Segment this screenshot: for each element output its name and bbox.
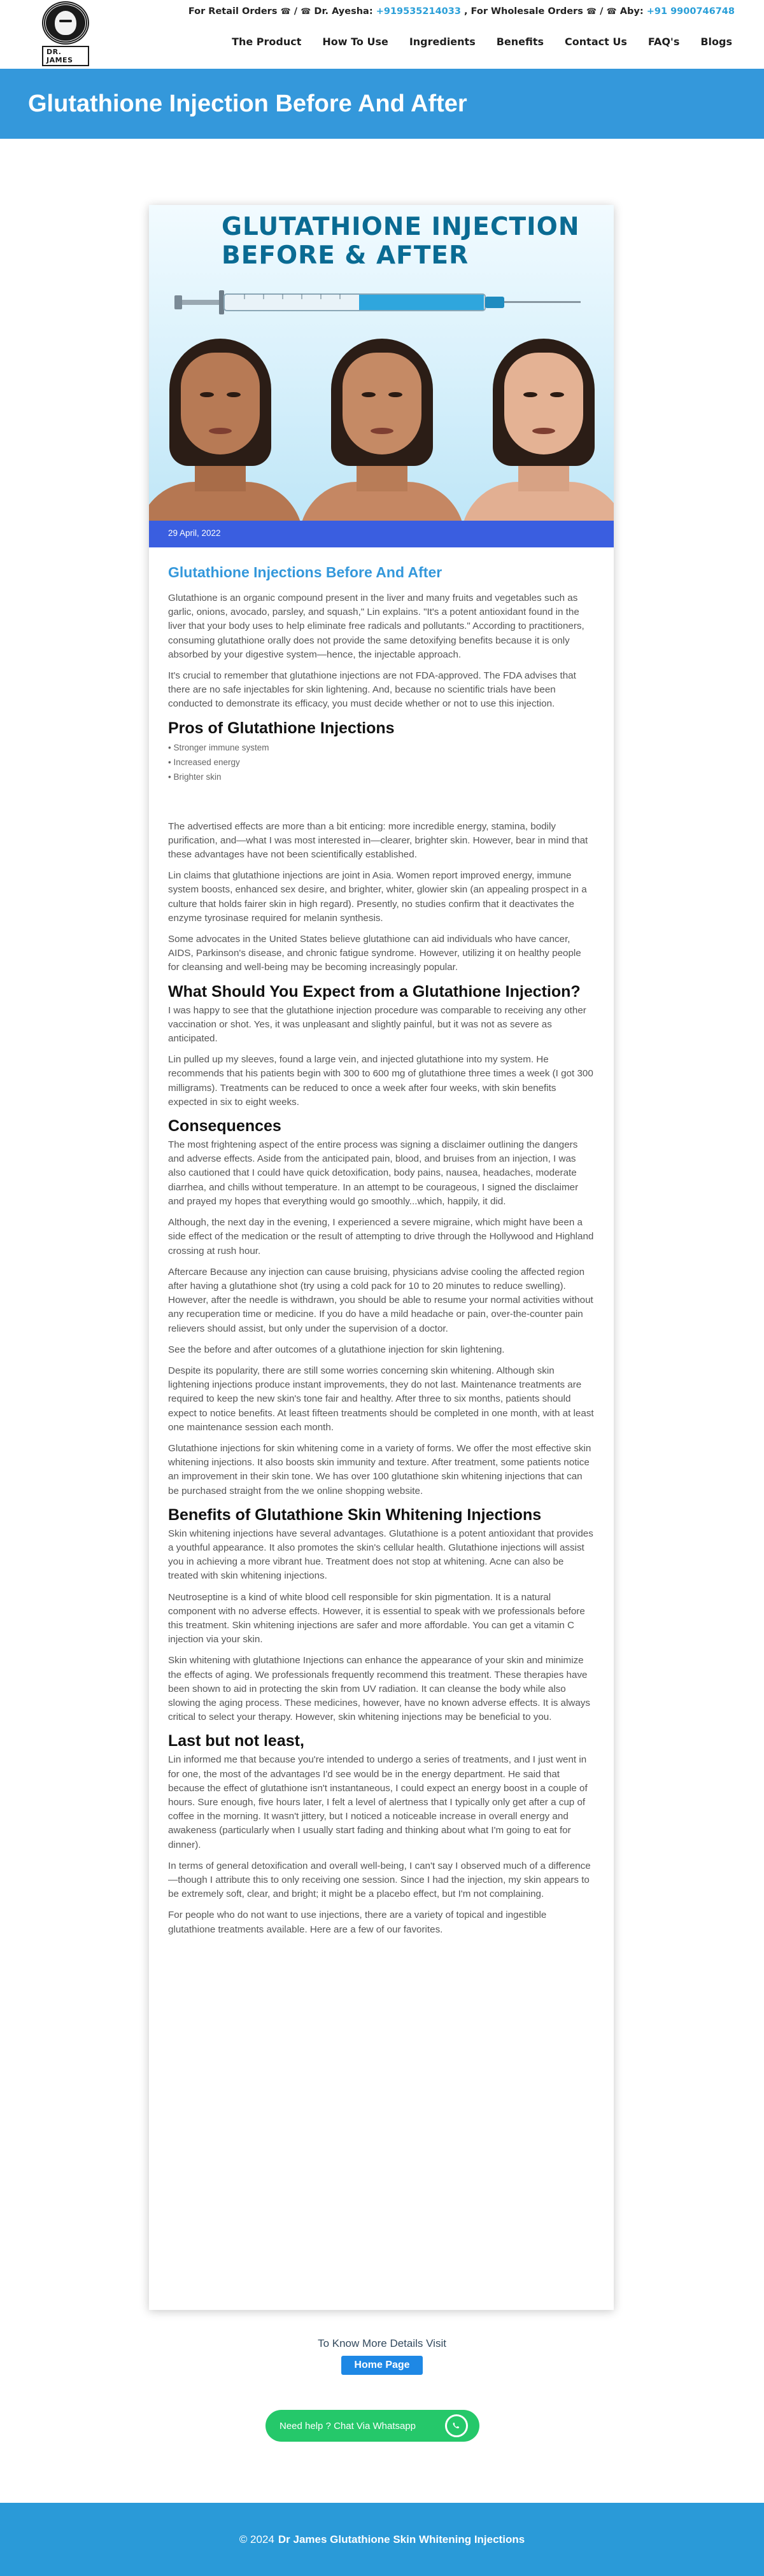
paragraph: I was happy to see that the glutathione injection procedure was comparable to receiving any other vaccination or shot. Yes, it was unpleasant and slightly painful, but it was not as severe as anticipated. (168, 1004, 586, 1045)
section-heading-last: Last but not least, (168, 1732, 304, 1750)
article-body (149, 547, 614, 1937)
hero-title (222, 213, 579, 270)
mid-face-image (325, 339, 439, 521)
pros-list (168, 740, 595, 784)
logo-portrait-icon (55, 11, 76, 35)
paragraph: Skin whitening injections have several advantages. Glutathione is a potent antioxidant that provides a youthful appearance. It also promotes the skin's cellular health. Glutathione injections will assist you in achieving a more vibrant hue. Treatment does not stop at whitening. Acne can also be treated with skin whitening injections. (168, 1528, 593, 1582)
section-heading-consequences: Consequences (168, 1117, 281, 1136)
syringe-icon (174, 286, 582, 318)
contact-separator: / (294, 6, 298, 17)
nav-item-blogs[interactable]: Blogs (700, 36, 732, 48)
before-face-image (163, 339, 278, 521)
list-item: • Increased energy (168, 757, 240, 767)
section-heading-expect: What Should You Expect from a Glutathione Injection? (168, 982, 581, 1001)
paragraph: In terms of general detoxification and overall well-being, I can't say I observed much of a difference—though I attribute this to only receiving one session. Since I had the injection, my skin appears to be extremely soft, clear, and bright; it might be a placebo effect, but I'm not complaining. (168, 1860, 591, 1900)
whatsapp-small-icon: ☎ (301, 7, 311, 17)
whatsapp-chat-button[interactable] (265, 2410, 479, 2442)
whatsapp-small-icon: ☎ (586, 7, 597, 17)
section-heading-benefits: Benefits of Glutathione Skin Whitening Injections (168, 1505, 542, 1524)
contact-bar (188, 6, 735, 17)
footer-copyright: © 2024 (239, 2533, 274, 2545)
paragraph: The most frightening aspect of the entire process was signing a disclaimer outlining the dangers and adverse effects. Aside from the anticipated pain, blood, and bruises from an injection, I was also cautioned that I could have quick detoxification, body pains, nausea, headaches, moderate diarrhea, and chills without temperature. In an attempt to be courageous, I signed the disclaimer and prayed my hopes that everything would go smoothly...which, happily, it did. (168, 1139, 579, 1207)
whatsapp-small-icon: ☎ (606, 7, 617, 17)
paragraph: Neutroseptine is a kind of white blood cell responsible for skin pigmentation. It is a natural component with no adverse effects. However, it is essential to speak with we professionals before this treatment. Skin whitening injections are safer and more affordable. You can get a vitamin C injection via your skin. (168, 1591, 585, 1645)
contact-separator: / (600, 6, 604, 17)
paragraph: Lin pulled up my sleeves, found a large vein, and injected glutathione into my system. He recommends that his patients begin with 300 to 600 mg of glutathione three times a week (I got 300 milligrams). Treatments can be reduced to once a week after four weeks, with skin benefits expected in six to eight weeks. (168, 1054, 593, 1108)
logo-text: DR. JAMES (42, 46, 89, 66)
logo[interactable] (42, 3, 89, 66)
paragraph: Glutathione injections for skin whitening come in a variety of forms. We offer the most effective skin whitening injections. It also boosts skin immunity and texture. After treatment, some patients notice an improvement in their skin tone. We has over 100 glutathione skin whitening injections that can be purchased straight from the we online shopping website. (168, 1442, 591, 1496)
person2-label: Aby: (619, 6, 644, 17)
person2-phone-link[interactable]: +91 9900746748 (646, 6, 735, 17)
nav-item-the-product[interactable]: The Product (232, 36, 302, 48)
paragraph: Lin claims that glutathione injections are joint in Asia. Women report improved energy, immune system boosts, enhanced sex desire, and brighter, whiter, glowier skin (an appealing prospect in a culture that holds fairer skin in high regard). Presently, no studies confirm that it deactivates the enzyme tyrosinase required for melanin synthesis. (168, 870, 587, 924)
paragraph: Lin informed me that because you're intended to undergo a series of treatments, and I just went in for one, the most of the advantages I'd see would be in the energy department. He said that because the effect of glutathione isn't instantaneous, I could expect an energy boost in a couple of hours. Sure enough, five hours later, I felt a level of alertness that I typically only get after a cup of coffee in the morning. It wasn't jittery, but I noticed a noticeable increase in overall energy and awakeness (particularly when I usually start fading and thinking about what I'm going to eat for dinner). (168, 1754, 588, 1850)
page-title: Glutathione Injection Before And After (28, 90, 467, 117)
paragraph: For people who do not want to use injections, there are a variety of topical and ingestible glutathione treatments available. Here are a few of our favorites. (168, 1910, 547, 1935)
site-header (0, 0, 764, 69)
article-heading: Glutathione Injections Before And After (168, 564, 442, 581)
list-item: • Stronger immune system (168, 742, 269, 752)
logo-badge (43, 3, 88, 43)
nav-item-faqs[interactable]: FAQ's (647, 36, 680, 48)
page-title-band (0, 69, 764, 139)
nav-item-ingredients[interactable]: Ingredients (409, 36, 476, 48)
hero-title-line2: BEFORE & AFTER (222, 241, 469, 270)
paragraph: Despite its popularity, there are still some worries concerning skin whitening. Although skin lightening injections produce instant improvements, they do not last. Maintenance treatments are required to keep the new skin's tone fair and healthy. After three to six months, patients should expect to notice benefits. At least fifteen treatments should be completed in one month, with at least one maintenance session each month. (168, 1365, 594, 1433)
nav-item-contact-us[interactable]: Contact Us (565, 36, 627, 48)
retail-orders-label: For Retail Orders (188, 6, 278, 17)
whatsapp-chat-label: Need help ? Chat Via Whatsapp (279, 2420, 416, 2432)
hero-title-line1: GLUTATHIONE INJECTION (222, 213, 580, 241)
paragraph: Aftercare Because any injection can cause bruising, physicians advise cooling the affected region after having a glutathione shot (try using a cold pack for 10 to 20 minutes to reduce swelling). However, after the needle is withdrawn, you should be able to resume your normal activities without any recuperation time or medicine. If you do have a mild headache or pain, over-the-counter pain relievers should assist, but only under the supervision of a doctor. (168, 1266, 593, 1334)
paragraph: Glutathione is an organic compound present in the liver and many fruits and vegetables such as garlic, onions, avocado, parsley, and squash," Lin explains. "It's a potent antioxidant found in the liver that your body uses to help eliminate free radicals and pollutants." According to practitioners, consuming glutathione orally does not provide the same detoxifying benefits because it is only absorbed by your digestive system—hence, the injectable approach. (168, 593, 584, 660)
paragraph: Some advocates in the United States believe glutathione can aid individuals who have cancer, AIDS, Parkinson's disease, and chronic fatigue syndrome. However, utilizing it on healthy people for cleansing and well-being may be becoming increasingly popular. (168, 934, 581, 973)
post-date: 29 April, 2022 (149, 521, 614, 547)
person1-label: Dr. Ayesha: (314, 6, 373, 17)
article-card (149, 205, 614, 2310)
nav-item-how-to-use[interactable]: How To Use (322, 36, 388, 48)
hero-image (149, 205, 614, 521)
more-details (0, 2337, 764, 2375)
site-footer (0, 2503, 764, 2576)
nav-item-benefits[interactable]: Benefits (496, 36, 544, 48)
paragraph: The advertised effects are more than a bit enticing: more incredible energy, stamina, bodily purification, and—what I was most interested in—clearer, brighter skin. However, bear in mind that these advantages have not been scientifically established. (168, 820, 588, 861)
paragraph: See the before and after outcomes of a glutathione injection for skin lightening. (168, 1344, 505, 1355)
footer-brand-link[interactable]: Dr James Glutathione Skin Whitening Injections (278, 2533, 525, 2545)
whatsapp-small-icon: ☎ (280, 7, 291, 17)
list-item: • Brighter skin (168, 771, 222, 782)
after-face-image (486, 339, 601, 521)
section-heading-pros: Pros of Glutathione Injections (168, 719, 395, 737)
more-details-label: To Know More Details Visit (318, 2337, 446, 2349)
wholesale-orders-label: , For Wholesale Orders (463, 6, 583, 17)
paragraph: It's crucial to remember that glutathione injections are not FDA-approved. The FDA advises that there are no safe injectables for skin lightening. And, because no scientific trials have been conducted to demonstrate its efficacy, you must decide whether or not to use this injection. (168, 670, 576, 710)
home-page-button[interactable]: Home Page (341, 2356, 422, 2375)
whatsapp-icon (445, 2414, 468, 2437)
main-nav (232, 36, 732, 48)
paragraph: Although, the next day in the evening, I experienced a severe migraine, which might have been a side effect of the medication or the result of attempting to drive through the Hollywood and Highland crossing at rush hour. (168, 1217, 594, 1256)
paragraph: Skin whitening with glutathione Injections can enhance the appearance of your skin and minimize the effects of aging. We professionals frequently recommend this treatment. These therapies have been shown to aid in protecting the skin from UV radiation. It can cleanse the body while also slowing the aging process. These medicines, however, have no known adverse effects. It is always critical to select your therapy. However, skin whitening injections may be beneficial to you. (168, 1655, 590, 1723)
person1-phone-link[interactable]: +919535214033 (376, 6, 461, 17)
